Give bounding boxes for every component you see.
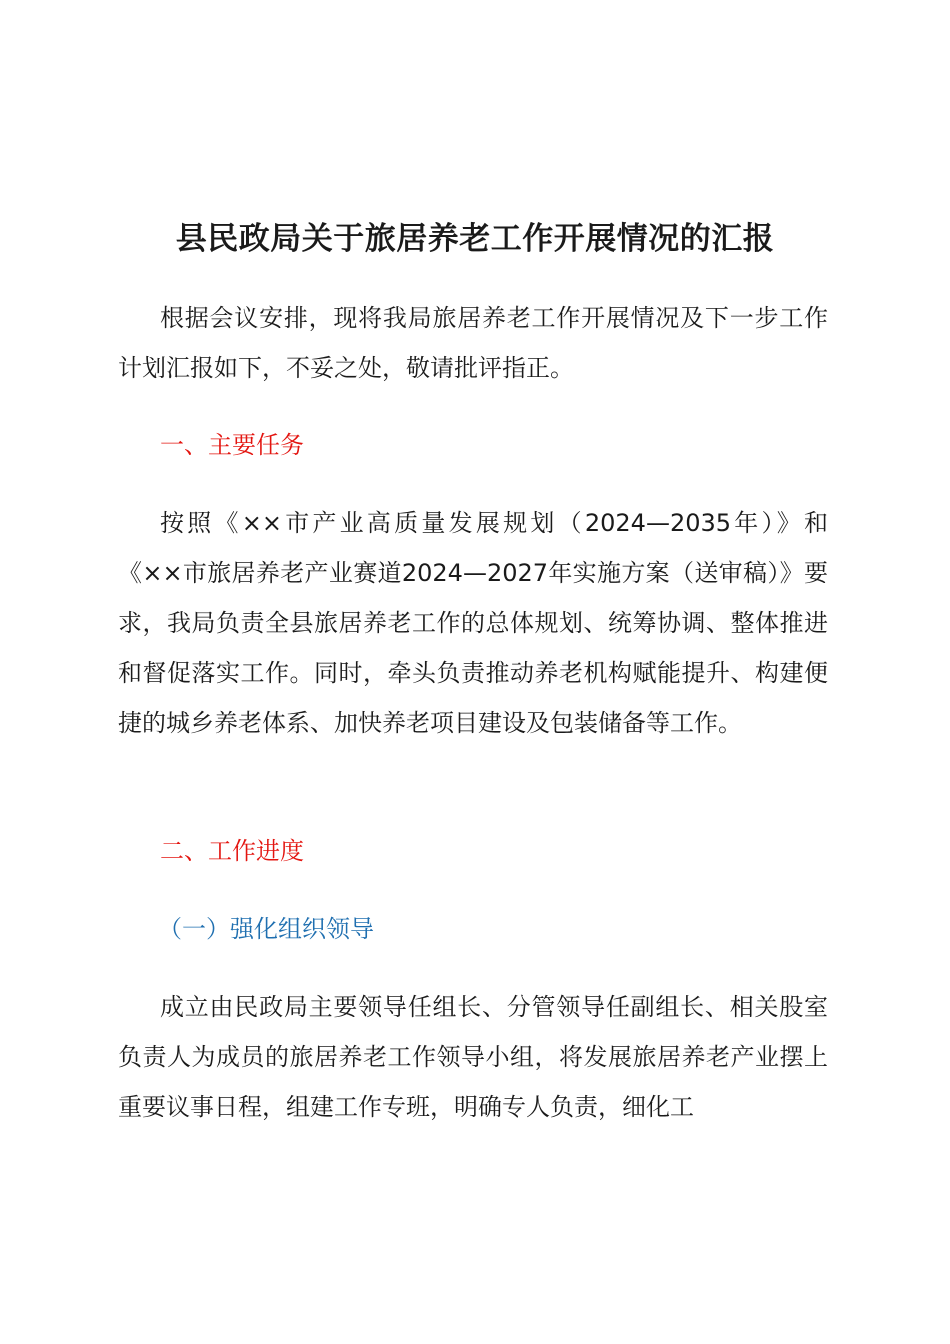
main-tasks-paragraph: 按照《××市产业高质量发展规划（2024—2035年）》和《××市旅居养老产业赛道2024—2027年实施方案（送审稿）》要求，我局负责全县旅居养老工作的总体规划、统筹协调、整体推进和督促落实工作。同时，牵头负责推动养老机构赋能提升、构建便捷的城乡养老体系、加快养老项目建设及包装储备等工作。 (118, 509, 828, 737)
subsection-heading-organization: （一）强化组织领导 (158, 915, 374, 943)
intro-paragraph: 根据会议安排，现将我局旅居养老工作开展情况及下一步工作计划汇报如下，不妥之处，敬请批评指正。 (118, 304, 828, 382)
document-title: 县民政局关于旅居养老工作开展情况的汇报 (175, 221, 775, 257)
section-heading-work-progress: 二、工作进度 (160, 837, 304, 865)
section-heading-main-tasks: 一、主要任务 (160, 431, 304, 459)
organization-paragraph: 成立由民政局主要领导任组长、分管领导任副组长、相关股室负责人为成员的旅居养老工作领导小组，将发展旅居养老产业摆上重要议事日程，组建工作专班，明确专人负责，细化工 (118, 993, 828, 1121)
